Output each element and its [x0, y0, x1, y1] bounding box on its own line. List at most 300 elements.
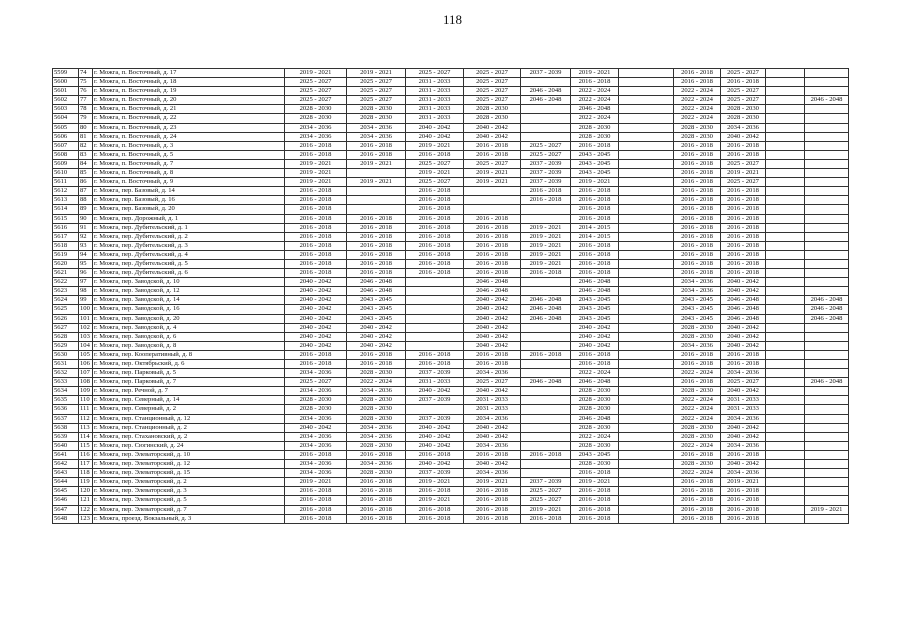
table-cell	[521, 469, 571, 478]
table-cell	[619, 414, 674, 423]
table-cell: 100	[79, 305, 93, 314]
table-cell: 5637	[53, 414, 79, 423]
table-cell: 2028 - 2030	[571, 405, 619, 414]
schedule-table	[52, 68, 849, 524]
table-cell: 2046 - 2048	[805, 296, 849, 305]
table-cell	[766, 232, 805, 241]
table-cell: 2016 - 2018	[406, 232, 464, 241]
table-cell	[805, 369, 849, 378]
table-cell: 2016 - 2018	[571, 250, 619, 259]
table-cell	[805, 150, 849, 159]
table-cell: 92	[79, 232, 93, 241]
table-cell: 2019 - 2021	[347, 178, 406, 187]
table-cell: 2022 - 2024	[571, 114, 619, 123]
table-cell: 5605	[53, 123, 79, 132]
table-cell	[766, 196, 805, 205]
table-cell	[766, 432, 805, 441]
table-cell	[805, 332, 849, 341]
table-cell: 2016 - 2018	[721, 232, 766, 241]
table-cell: 5621	[53, 269, 79, 278]
table-cell	[521, 114, 571, 123]
table-cell	[619, 196, 674, 205]
table-row	[53, 478, 849, 487]
table-cell: г. Можга, п. Восточный, д. 5	[93, 150, 285, 159]
table-cell: 2016 - 2018	[721, 150, 766, 159]
table-cell: 2040 - 2042	[571, 323, 619, 332]
table-cell: 2028 - 2030	[285, 405, 347, 414]
table-cell: 2043 - 2045	[674, 296, 721, 305]
table-row	[53, 414, 849, 423]
table-cell: 2019 - 2021	[721, 478, 766, 487]
table-cell: 2022 - 2024	[571, 87, 619, 96]
table-cell: 2046 - 2048	[571, 414, 619, 423]
table-cell: 107	[79, 369, 93, 378]
table-cell	[619, 341, 674, 350]
table-cell	[406, 332, 464, 341]
table-cell: 5615	[53, 214, 79, 223]
table-cell: 2046 - 2048	[571, 378, 619, 387]
table-cell: 79	[79, 114, 93, 123]
table-cell: 121	[79, 496, 93, 505]
table-cell: 2043 - 2045	[571, 450, 619, 459]
table-cell: 84	[79, 159, 93, 168]
table-cell: 2046 - 2048	[347, 287, 406, 296]
table-cell	[619, 132, 674, 141]
table-cell	[766, 396, 805, 405]
table-cell: 2025 - 2027	[721, 159, 766, 168]
table-row	[53, 96, 849, 105]
table-cell: 2016 - 2018	[347, 150, 406, 159]
table-row	[53, 105, 849, 114]
table-cell: 2028 - 2030	[347, 369, 406, 378]
table-cell: 2031 - 2033	[406, 87, 464, 96]
table-cell: 2016 - 2018	[571, 269, 619, 278]
table-row	[53, 250, 849, 259]
table-cell: 2028 - 2030	[674, 323, 721, 332]
table-cell: 2016 - 2018	[674, 178, 721, 187]
table-cell: 2019 - 2021	[521, 241, 571, 250]
table-cell	[619, 278, 674, 287]
table-cell: 2022 - 2024	[674, 469, 721, 478]
table-cell: г. Можга, пер. Дорожный, д. 1	[93, 214, 285, 223]
table-cell	[619, 241, 674, 250]
table-cell: 2016 - 2018	[674, 514, 721, 523]
table-cell	[619, 314, 674, 323]
table-cell: 5634	[53, 387, 79, 396]
table-cell: 2040 - 2042	[464, 460, 521, 469]
table-cell: 2016 - 2018	[285, 196, 347, 205]
table-cell: 2028 - 2030	[674, 432, 721, 441]
table-cell: 2016 - 2018	[285, 250, 347, 259]
table-cell: г. Можга, пер. Станционный, д. 12	[93, 414, 285, 423]
table-cell: 2034 - 2036	[347, 460, 406, 469]
table-cell: 2016 - 2018	[347, 487, 406, 496]
table-cell: 2040 - 2042	[285, 323, 347, 332]
table-cell: 76	[79, 87, 93, 96]
table-cell: 74	[79, 69, 93, 78]
table-cell: 82	[79, 141, 93, 150]
table-cell	[619, 350, 674, 359]
table-cell	[766, 405, 805, 414]
table-cell: 89	[79, 205, 93, 214]
table-cell: 2019 - 2021	[347, 159, 406, 168]
table-cell: 2034 - 2036	[285, 469, 347, 478]
table-cell: 2016 - 2018	[674, 241, 721, 250]
table-cell: 2016 - 2018	[721, 487, 766, 496]
table-cell: 2046 - 2048	[464, 287, 521, 296]
table-cell	[805, 69, 849, 78]
table-cell	[464, 196, 521, 205]
table-cell: 2016 - 2018	[285, 350, 347, 359]
table-cell: 2034 - 2036	[285, 369, 347, 378]
table-cell	[619, 305, 674, 314]
table-cell: 2040 - 2042	[721, 323, 766, 332]
table-cell: 2031 - 2033	[721, 396, 766, 405]
table-cell: 2016 - 2018	[674, 505, 721, 514]
table-cell	[619, 159, 674, 168]
table-cell: 2028 - 2030	[571, 441, 619, 450]
table-cell: 2016 - 2018	[674, 205, 721, 214]
table-cell	[619, 259, 674, 268]
table-cell	[619, 87, 674, 96]
table-cell: 2040 - 2042	[464, 305, 521, 314]
table-cell: 5643	[53, 469, 79, 478]
table-cell	[766, 105, 805, 114]
table-cell: 2016 - 2018	[674, 259, 721, 268]
table-cell	[805, 114, 849, 123]
table-cell: 2028 - 2030	[674, 123, 721, 132]
table-cell: 2034 - 2036	[464, 369, 521, 378]
table-cell	[805, 78, 849, 87]
table-row	[53, 278, 849, 287]
table-cell: 2034 - 2036	[464, 414, 521, 423]
table-cell	[619, 487, 674, 496]
table-cell: 91	[79, 223, 93, 232]
table-cell	[805, 414, 849, 423]
table-cell: 2016 - 2018	[464, 514, 521, 523]
table-cell: 2040 - 2042	[721, 423, 766, 432]
table-cell: 2040 - 2042	[721, 332, 766, 341]
table-cell: 5628	[53, 332, 79, 341]
table-cell: 2028 - 2030	[571, 460, 619, 469]
table-cell: 2028 - 2030	[285, 396, 347, 405]
table-row	[53, 423, 849, 432]
table-cell: 5630	[53, 350, 79, 359]
table-cell	[521, 205, 571, 214]
table-cell: 2016 - 2018	[721, 250, 766, 259]
table-cell: 119	[79, 478, 93, 487]
table-cell	[805, 187, 849, 196]
table-cell: 2016 - 2018	[571, 487, 619, 496]
table-row	[53, 287, 849, 296]
table-cell: 2016 - 2018	[721, 214, 766, 223]
table-cell: 2025 - 2027	[347, 96, 406, 105]
table-cell	[521, 396, 571, 405]
table-cell: 2046 - 2048	[721, 296, 766, 305]
table-cell	[805, 214, 849, 223]
table-cell	[619, 296, 674, 305]
table-cell	[766, 241, 805, 250]
table-cell: 2037 - 2039	[406, 414, 464, 423]
table-row	[53, 460, 849, 469]
table-cell: 2016 - 2018	[347, 478, 406, 487]
table-cell: 2025 - 2027	[285, 78, 347, 87]
table-cell: 2016 - 2018	[464, 223, 521, 232]
table-cell: 2016 - 2018	[406, 269, 464, 278]
table-cell: 5636	[53, 405, 79, 414]
table-cell: 2016 - 2018	[406, 259, 464, 268]
table-cell: 2019 - 2021	[464, 178, 521, 187]
table-cell	[619, 232, 674, 241]
table-cell: 5638	[53, 423, 79, 432]
table-cell: 2037 - 2039	[521, 69, 571, 78]
table-cell: 5614	[53, 205, 79, 214]
table-cell: 5624	[53, 296, 79, 305]
table-cell	[805, 141, 849, 150]
table-cell: 2040 - 2042	[464, 432, 521, 441]
table-cell: 95	[79, 259, 93, 268]
table-cell: 2040 - 2042	[406, 432, 464, 441]
table-cell	[521, 341, 571, 350]
table-cell: 2016 - 2018	[464, 496, 521, 505]
table-cell: 2016 - 2018	[406, 187, 464, 196]
table-cell	[619, 396, 674, 405]
table-cell: 5635	[53, 396, 79, 405]
table-cell: 5648	[53, 514, 79, 523]
table-cell	[619, 205, 674, 214]
table-cell	[766, 496, 805, 505]
table-cell: 2025 - 2027	[721, 378, 766, 387]
table-cell: 2016 - 2018	[406, 150, 464, 159]
table-cell: 118	[79, 469, 93, 478]
table-cell: г. Можга, пер. Стахановский, д. 2	[93, 432, 285, 441]
table-cell: 2028 - 2030	[347, 469, 406, 478]
table-cell: 2034 - 2036	[674, 287, 721, 296]
table-cell: 2016 - 2018	[464, 250, 521, 259]
table-cell	[766, 478, 805, 487]
table-cell	[766, 332, 805, 341]
table-cell: 5606	[53, 132, 79, 141]
table-cell: 2040 - 2042	[285, 314, 347, 323]
table-cell	[805, 105, 849, 114]
table-cell: г. Можга, пер. Базовый, д. 14	[93, 187, 285, 196]
table-cell	[766, 187, 805, 196]
table-cell: 2016 - 2018	[406, 487, 464, 496]
table-cell	[766, 350, 805, 359]
table-cell: 2046 - 2048	[347, 278, 406, 287]
table-cell	[619, 250, 674, 259]
table-cell: 5604	[53, 114, 79, 123]
table-row	[53, 350, 849, 359]
table-cell	[406, 278, 464, 287]
table-cell: 2016 - 2018	[347, 269, 406, 278]
table-cell	[521, 387, 571, 396]
table-row	[53, 78, 849, 87]
table-cell: 2019 - 2021	[406, 478, 464, 487]
table-cell: 2016 - 2018	[571, 78, 619, 87]
table-cell: 2040 - 2042	[721, 432, 766, 441]
table-cell: 2016 - 2018	[347, 505, 406, 514]
table-cell: 5644	[53, 478, 79, 487]
table-cell: 2025 - 2027	[347, 78, 406, 87]
table-cell: г. Можга, пер. Заводской, д. 8	[93, 341, 285, 350]
table-cell: 2040 - 2042	[721, 460, 766, 469]
table-cell: 2043 - 2045	[571, 150, 619, 159]
table-cell: 2046 - 2048	[521, 87, 571, 96]
table-cell	[805, 259, 849, 268]
table-cell: 2046 - 2048	[721, 314, 766, 323]
table-cell: 2016 - 2018	[674, 232, 721, 241]
table-cell: 2025 - 2027	[521, 496, 571, 505]
table-cell	[805, 287, 849, 296]
table-cell: 2016 - 2018	[464, 141, 521, 150]
table-cell: 2025 - 2027	[721, 69, 766, 78]
table-cell: 2046 - 2048	[521, 378, 571, 387]
table-cell: 96	[79, 269, 93, 278]
table-row	[53, 450, 849, 459]
table-cell: 2016 - 2018	[571, 259, 619, 268]
table-cell	[619, 496, 674, 505]
table-cell: г. Можга, пер. Элеваторский, д. 12	[93, 460, 285, 469]
table-cell	[464, 205, 521, 214]
table-cell: 2040 - 2042	[464, 387, 521, 396]
table-cell: 116	[79, 450, 93, 459]
table-cell: г. Можга, пер. Заводской, д. 4	[93, 323, 285, 332]
table-cell: 2016 - 2018	[674, 196, 721, 205]
table-cell: 2022 - 2024	[674, 114, 721, 123]
table-cell: 2025 - 2027	[521, 487, 571, 496]
table-cell: 2016 - 2018	[721, 360, 766, 369]
table-row	[53, 369, 849, 378]
table-cell: 2016 - 2018	[464, 505, 521, 514]
table-cell: г. Можга, пер. Элеваторский, д. 2	[93, 478, 285, 487]
table-cell: 2019 - 2021	[406, 496, 464, 505]
table-cell: 2043 - 2045	[571, 314, 619, 323]
table-cell: 2016 - 2018	[674, 159, 721, 168]
table-row	[53, 514, 849, 523]
table-cell: 2034 - 2036	[674, 341, 721, 350]
table-cell: 2034 - 2036	[285, 414, 347, 423]
table-cell: 2014 - 2015	[571, 232, 619, 241]
table-cell	[766, 487, 805, 496]
table-cell	[406, 305, 464, 314]
table-cell	[464, 187, 521, 196]
table-cell: 2028 - 2030	[347, 105, 406, 114]
table-cell: 2043 - 2045	[347, 296, 406, 305]
table-cell: 2016 - 2018	[406, 450, 464, 459]
table-cell	[805, 496, 849, 505]
table-row	[53, 159, 849, 168]
table-cell: 2025 - 2027	[406, 69, 464, 78]
table-cell	[619, 123, 674, 132]
table-cell	[521, 360, 571, 369]
table-cell: 2016 - 2018	[674, 169, 721, 178]
table-cell: 2019 - 2021	[521, 232, 571, 241]
table-cell	[805, 169, 849, 178]
table-cell	[619, 378, 674, 387]
table-cell: 2040 - 2042	[721, 132, 766, 141]
table-cell: 2040 - 2042	[721, 387, 766, 396]
table-cell: 2025 - 2027	[521, 150, 571, 159]
table-cell	[406, 405, 464, 414]
table-row	[53, 241, 849, 250]
table-cell	[521, 132, 571, 141]
table-cell: 2016 - 2018	[285, 141, 347, 150]
table-cell: 2016 - 2018	[285, 496, 347, 505]
table-cell	[347, 169, 406, 178]
table-cell: 2016 - 2018	[406, 360, 464, 369]
table-cell: 2016 - 2018	[347, 223, 406, 232]
table-cell: г. Можга, п. Восточный, д. 17	[93, 69, 285, 78]
table-cell: 2028 - 2030	[347, 414, 406, 423]
table-cell	[619, 78, 674, 87]
table-cell: 2016 - 2018	[285, 360, 347, 369]
table-cell: 2025 - 2027	[285, 96, 347, 105]
table-cell: 2022 - 2024	[674, 369, 721, 378]
table-cell: 2016 - 2018	[406, 514, 464, 523]
table-cell: 2016 - 2018	[721, 259, 766, 268]
table-cell: г. Можга, пер. Заводской, д. 16	[93, 305, 285, 314]
table-body	[53, 69, 849, 524]
table-cell: 2040 - 2042	[285, 305, 347, 314]
table-cell: 2046 - 2048	[805, 96, 849, 105]
table-cell: 5599	[53, 69, 79, 78]
table-cell	[521, 287, 571, 296]
table-cell: 2040 - 2042	[464, 332, 521, 341]
table-cell: 97	[79, 278, 93, 287]
table-cell: 2040 - 2042	[464, 123, 521, 132]
table-cell	[766, 123, 805, 132]
table-cell: 2040 - 2042	[406, 123, 464, 132]
table-row	[53, 123, 849, 132]
table-cell: 5600	[53, 78, 79, 87]
table-cell: 2025 - 2027	[464, 69, 521, 78]
table-cell: 2019 - 2021	[347, 69, 406, 78]
table-cell	[521, 405, 571, 414]
table-cell: 112	[79, 414, 93, 423]
table-cell: 2046 - 2048	[571, 105, 619, 114]
table-cell: 2031 - 2033	[406, 96, 464, 105]
table-cell: 2016 - 2018	[674, 350, 721, 359]
table-cell: 2025 - 2027	[285, 378, 347, 387]
table-cell: 2016 - 2018	[464, 269, 521, 278]
table-cell: 2016 - 2018	[285, 214, 347, 223]
table-cell: 2028 - 2030	[571, 123, 619, 132]
table-cell: 110	[79, 396, 93, 405]
table-cell: 2016 - 2018	[406, 350, 464, 359]
table-cell	[619, 505, 674, 514]
table-cell: 2040 - 2042	[347, 332, 406, 341]
table-cell	[766, 450, 805, 459]
table-cell: г. Можга, пер. Станционный, д. 2	[93, 423, 285, 432]
table-cell: 2046 - 2048	[521, 314, 571, 323]
table-cell	[805, 132, 849, 141]
table-cell	[805, 87, 849, 96]
table-cell: г. Можга, пер. Северный, д. 2	[93, 405, 285, 414]
table-cell: 2016 - 2018	[285, 514, 347, 523]
table-cell: 2025 - 2027	[464, 87, 521, 96]
table-cell	[619, 269, 674, 278]
table-cell: 2028 - 2030	[571, 396, 619, 405]
table-cell: 5632	[53, 369, 79, 378]
table-cell: 2046 - 2048	[805, 314, 849, 323]
table-cell: 2037 - 2039	[521, 159, 571, 168]
table-cell: 2016 - 2018	[464, 360, 521, 369]
table-cell: 2016 - 2018	[674, 378, 721, 387]
table-row	[53, 487, 849, 496]
table-cell	[805, 441, 849, 450]
table-cell: 5617	[53, 232, 79, 241]
